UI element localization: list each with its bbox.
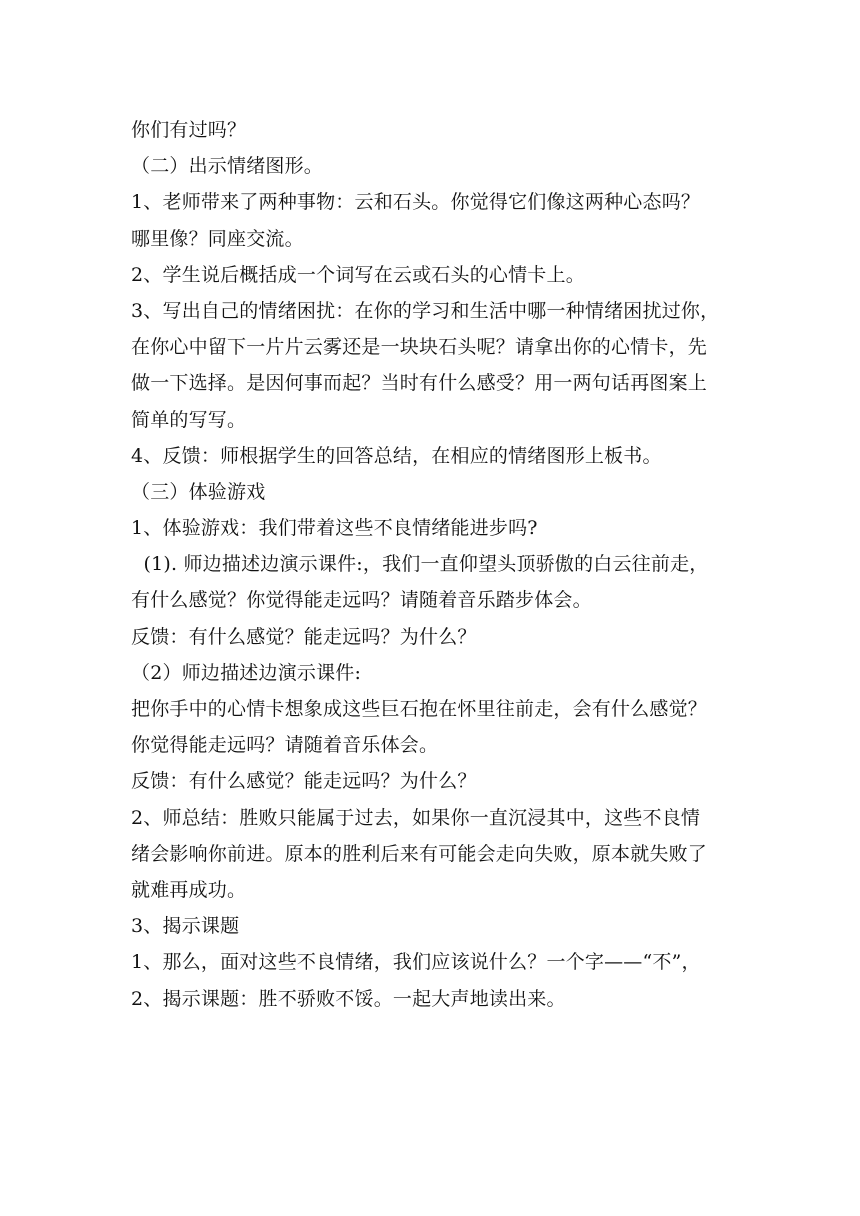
text-line: 在你心中留下一片片云雾还是一块块石头呢？请拿出你的心情卡，先: [131, 336, 708, 359]
text-line: (1). 师边描述边演示课件:，我们一直仰望头顶骄傲的白云往前走，: [131, 553, 709, 576]
text-line: 2、学生说后概括成一个词写在云或石头的心情卡上。: [131, 263, 585, 286]
document-body: [131, 112, 751, 1017]
text-line: 你觉得能走远吗？请随着音乐体会。: [131, 734, 439, 757]
text-line: （2）师边描述边演示课件:: [131, 661, 362, 684]
section-heading: （二）出示情绪图形。: [131, 155, 324, 178]
text-line: 做一下选择。是因何事而起？当时有什么感受？用一两句话再图案上: [131, 372, 708, 395]
section-heading: （三）体验游戏: [131, 480, 266, 503]
text-line: 2、师总结：胜败只能属于过去，如果你一直沉浸其中，这些不良情: [131, 806, 701, 829]
text-line: 哪里像？同座交流。: [131, 227, 304, 250]
text-line: 1、那么，面对这些不良情绪，我们应该说什么？一个字——“不”，: [131, 951, 701, 974]
text-line: 1、老师带来了两种事物：云和石头。你觉得它们像这两种心态吗？: [131, 191, 701, 214]
text-line: 把你手中的心情卡想象成这些巨石抱在怀里往前走，会有什么感觉？: [131, 698, 708, 720]
section-heading: 3、揭示课题: [131, 915, 240, 938]
text-line: 3、写出自己的情绪困扰：在你的学习和生活中哪一种情绪困扰过你，: [131, 299, 720, 322]
text-line: 反馈：有什么感觉？能走远吗？为什么？: [131, 770, 477, 793]
text-line: 你们有过吗？: [131, 119, 247, 141]
text-line: 2、揭示课题：胜不骄败不馁。一起大声地读出来。: [131, 987, 566, 1010]
text-line: 4、反馈：师根据学生的回答总结，在相应的情绪图形上板书。: [131, 444, 662, 467]
text-line: 1、体验游戏：我们带着这些不良情绪能进步吗?: [131, 517, 538, 540]
text-line: 就难再成功。: [131, 878, 247, 901]
text-line: 简单的写写。: [131, 408, 247, 431]
text-line: 反馈：有什么感觉？能走远吗？为什么？: [131, 625, 477, 648]
text-line: 有什么感觉？你觉得能走远吗？请随着音乐踏步体会。: [131, 589, 592, 612]
text-line: 绪会影响你前进。原本的胜利后来有可能会走向失败，原本就失败了: [131, 842, 708, 865]
